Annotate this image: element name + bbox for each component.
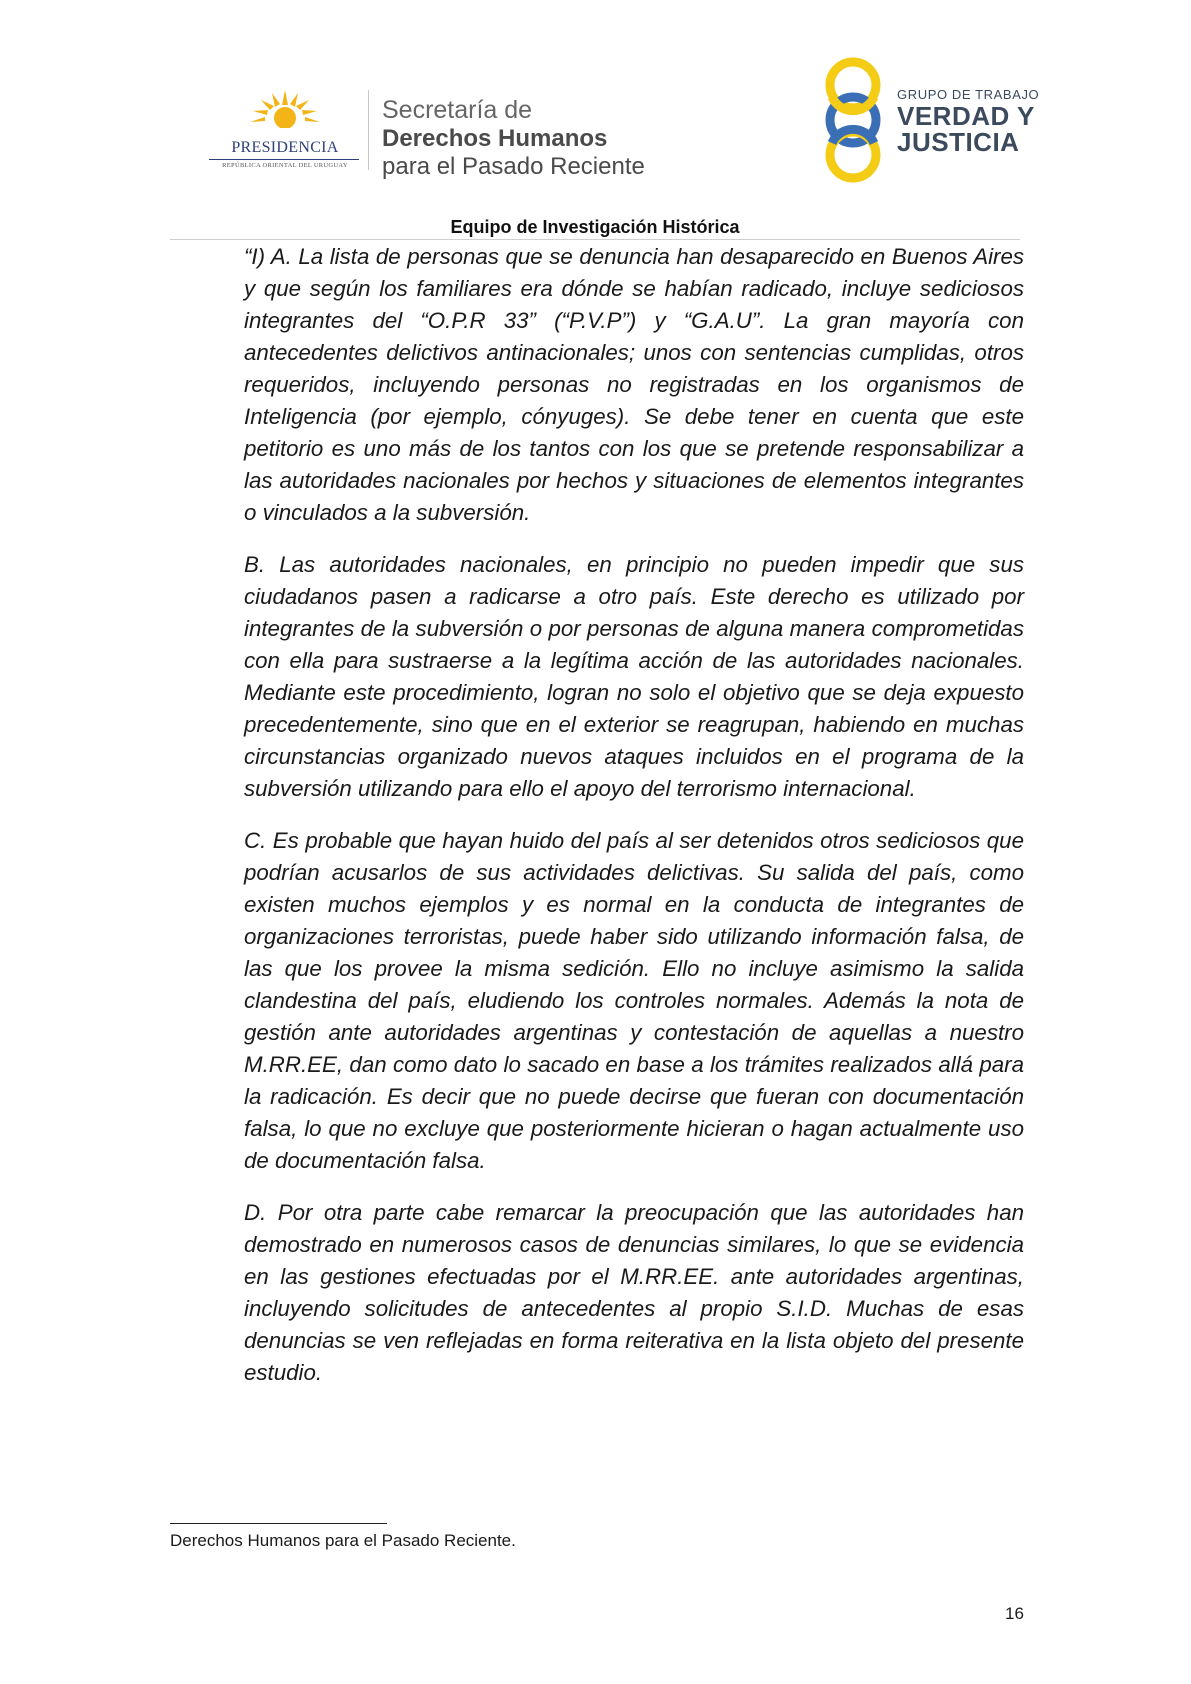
secretaria-line-2: Derechos Humanos — [382, 125, 608, 152]
page-number: 16 — [1005, 1604, 1024, 1623]
secretaria-line-3: para el Pasado Reciente — [382, 153, 645, 180]
footnote-rule — [170, 1523, 387, 1524]
presidencia-subtitle: REPÚBLICA ORIENTAL DEL URUGUAY — [222, 162, 348, 169]
paragraph-b: B. Las autoridades nacionales, en principio no pueden impedir que sus ciudadanos pasen a radicarse a otro país. Este derecho es utilizado por integrantes de la subversión o por personas de alguna manera comprometidas con ella para sustraerse a la legítima acción de las autoridades nacionales. Mediante este procedimiento, logran no solo el objetivo que se deja expuesto precedentemente, sino que en el exterior se reagrupan, habiendo en muchas circunstancias organizado nuevos ataques incluidos en el programa de la subversión utilizando para ello el apoyo del terrorismo internacional. — [244, 552, 1024, 801]
grupo-line-2: VERDAD Y — [897, 101, 1035, 131]
presidencia-name: PRESIDENCIA — [231, 139, 339, 156]
grupo-line-1: GRUPO DE TRABAJO — [897, 87, 1040, 102]
presidencia-logo — [205, 88, 365, 178]
paragraph-d: D. Por otra parte cabe remarcar la preocupación que las autoridades han demostrado en numerosos casos de denuncias similares, lo que se evidencia en las gestiones efectuadas por el M.RR.EE. ante autoridades argentinas, incluyendo solicitudes de antecedentes al propio S.I.D. Muchas de esas denuncias se ven reflejadas en forma reiterativa en la lista objeto del presente estudio. — [244, 1200, 1024, 1385]
grupo-trabajo-logo-text — [897, 87, 1039, 155]
secretaria-logo-text — [382, 96, 645, 181]
sun-icon — [250, 88, 320, 138]
body-text — [244, 241, 1024, 1409]
running-head: Equipo de Investigación Histórica — [450, 217, 740, 237]
paragraph-c: C. Es probable que hayan huido del país al ser detenidos otros sediciosos que podrían acusarlos de sus actividades delictivas. Su salida del país, como existen muchos ejemplos y es normal en la conducta de integrantes de organizaciones terroristas, puede haber sido utilizando información falsa, de las que los provee la misma sedición. Ello no incluye asimismo la salida clandestina del país, eludiendo los controles normales. Además la nota de gestión ante autoridades argentinas y contestación de aquellas a nuestro M.RR.EE, dan como dato lo sacado en base a los trámites realizados allá para la radicación. Es decir que no puede decirse que fueran con documentación falsa, lo que no excluye que posteriormente hicieran o hagan actualmente uso de documentación falsa. — [244, 828, 1024, 1173]
presidencia-rule — [209, 159, 359, 160]
page-header — [0, 0, 1191, 210]
header-rule — [170, 239, 1020, 240]
verdad-justicia-rings-icon — [818, 55, 888, 185]
secretaria-line-1: Secretaría de — [382, 96, 533, 124]
grupo-line-3: JUSTICIA — [897, 127, 1020, 157]
footnote: Derechos Humanos para el Pasado Reciente. — [170, 1531, 516, 1550]
paragraph-a: “I) A. La lista de personas que se denuncia han desaparecido en Buenos Aires y que según los familiares era dónde se habían radicado, incluye sediciosos integrantes del “O.P.R 33” (“P.V.P”) y “G.A.U”. La gran mayoría con antecedentes delictivos antinacionales; unos con sentencias cumplidas, otros requeridos, incluyendo personas no registradas en los organismos de Inteligencia (por ejemplo, cónyuges). Se debe tener en cuenta que este petitorio es uno más de los tantos con los que se pretende responsabilizar a las autoridades nacionales por hechos y situaciones de elementos integrantes o vinculados a la subversión. — [244, 244, 1024, 525]
logo-divider — [368, 90, 369, 170]
